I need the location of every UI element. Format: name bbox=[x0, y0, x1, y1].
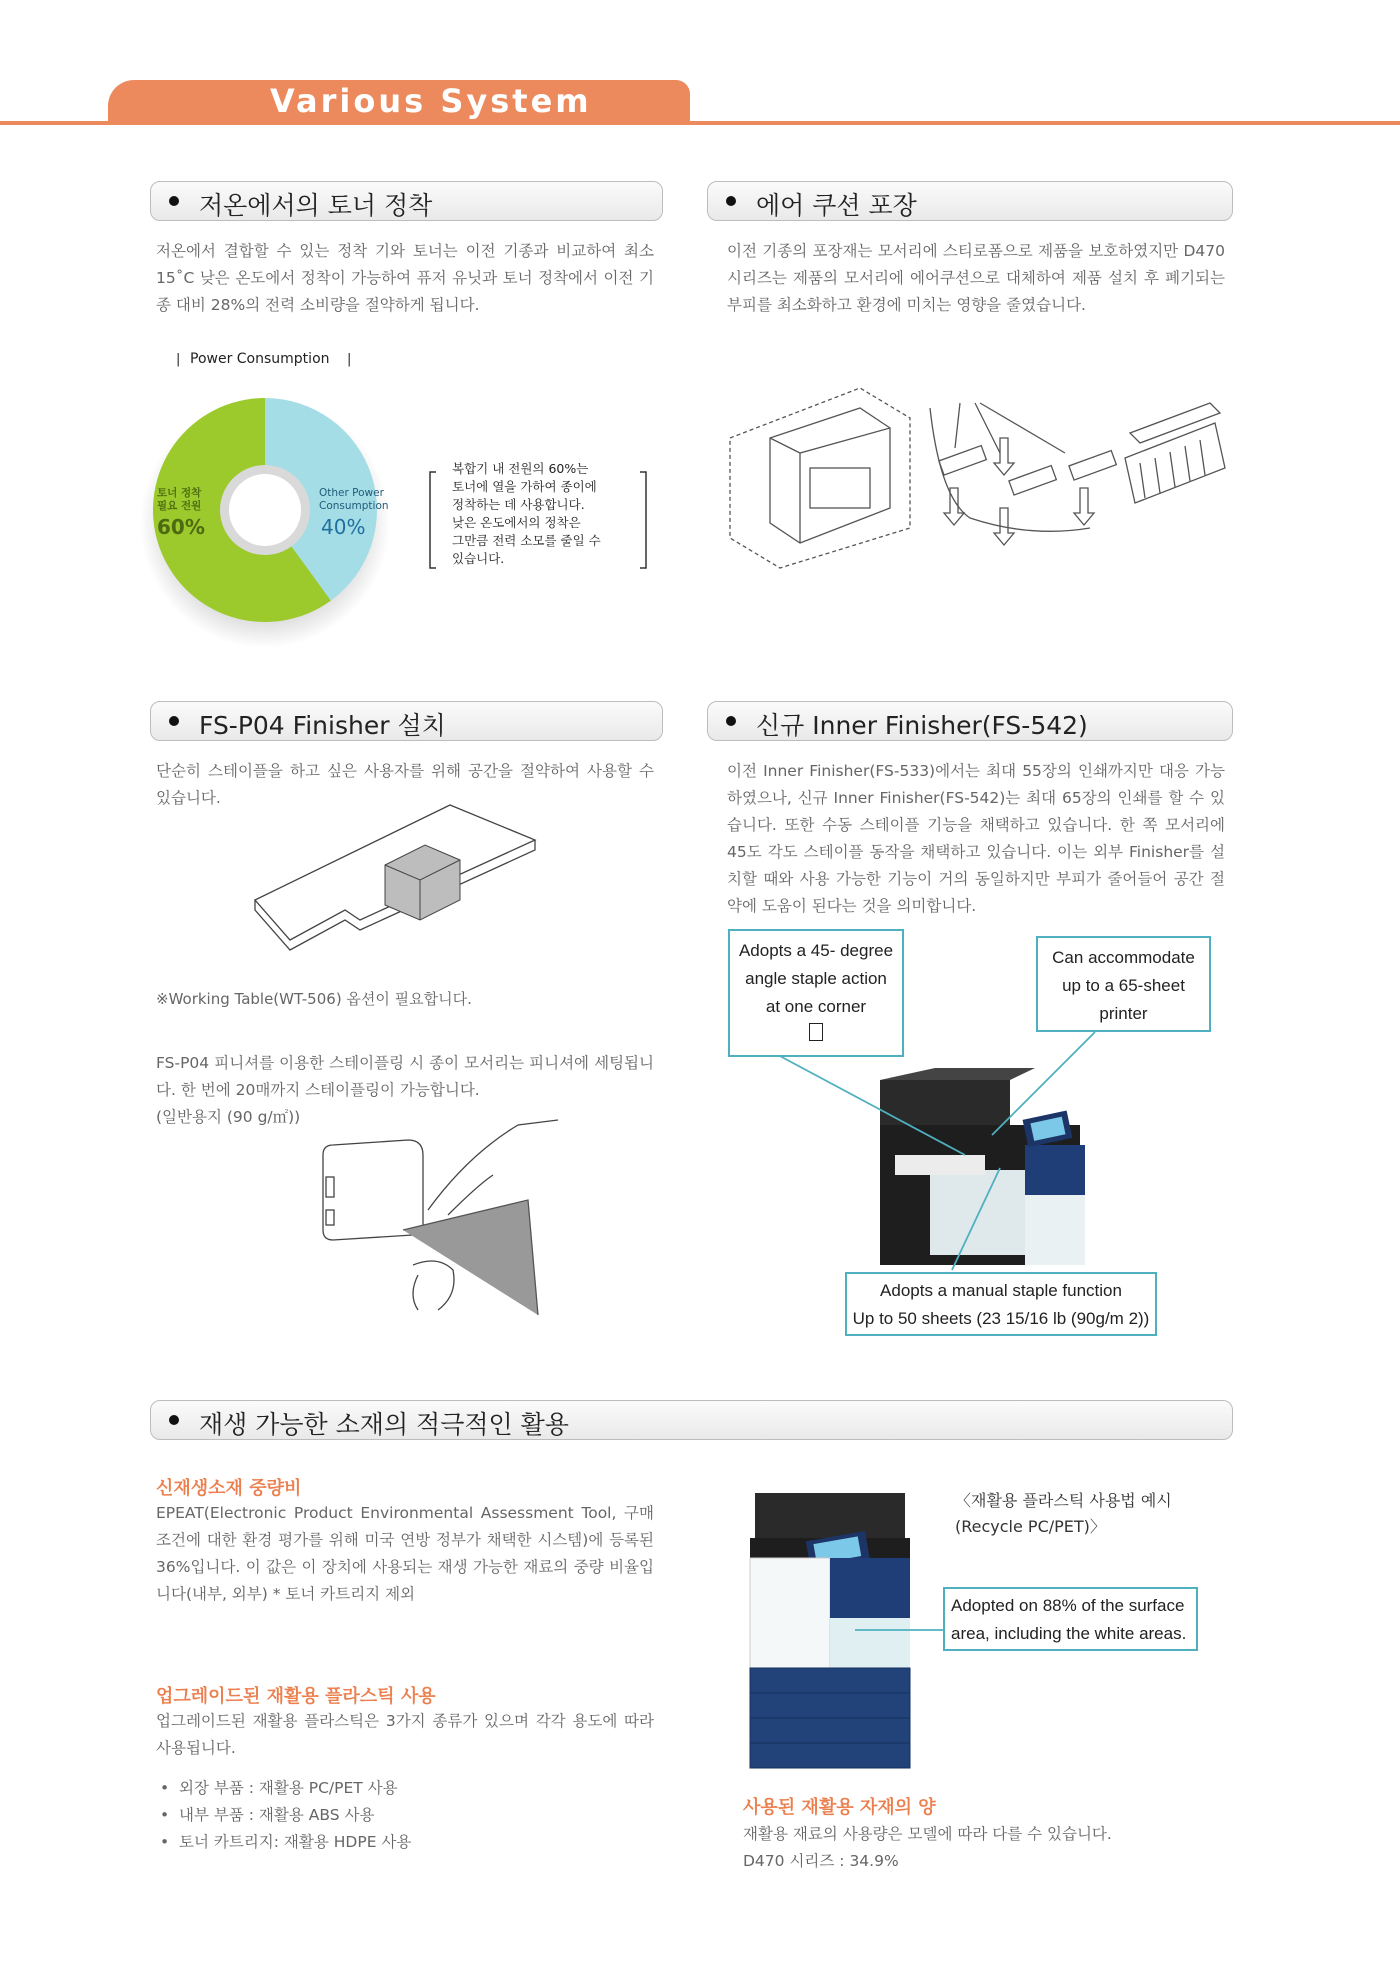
subheading-upgraded-plastic: 업그레이드된 재활용 플라스틱 사용 bbox=[156, 1686, 436, 1707]
air-cushion-bag bbox=[1130, 403, 1220, 443]
list-item: • 토너 카트리지: 재활용 HDPE 사용 bbox=[160, 1833, 412, 1851]
slice-label-line1: Other Power bbox=[319, 487, 384, 499]
bullet-dot bbox=[169, 196, 179, 206]
callout-line: Adopted on 88% of the surface bbox=[951, 1596, 1185, 1615]
list-item-text: 내부 부품 : 재활용 ABS 사용 bbox=[179, 1806, 375, 1824]
bullet-dot bbox=[169, 716, 179, 726]
callout-65-sheet bbox=[1036, 936, 1211, 1032]
leader-line bbox=[778, 1055, 965, 1155]
list-item: • 내부 부품 : 재활용 ABS 사용 bbox=[160, 1806, 375, 1824]
printer-front-white bbox=[750, 1558, 830, 1668]
arrow-down-icon bbox=[1074, 488, 1094, 525]
printer-edges bbox=[770, 428, 890, 543]
caption-line: 〈재활용 플라스틱 사용법 예시 bbox=[955, 1491, 1172, 1510]
note-line: 복합기 내 전원의 60%는 bbox=[452, 461, 589, 476]
callout-line: area, including the white areas. bbox=[951, 1624, 1187, 1643]
bullet-dot bbox=[726, 716, 736, 726]
hand-lower bbox=[413, 1261, 454, 1310]
bullet-dot bbox=[726, 196, 736, 206]
chart-title: Power Consumption bbox=[190, 351, 330, 367]
section-heading-finisher bbox=[150, 701, 663, 741]
note-line: 그만큼 전력 소모를 줄일 수 bbox=[452, 533, 601, 548]
cushion-curve bbox=[930, 408, 1090, 531]
staple-corner-icon bbox=[809, 1023, 823, 1041]
paper-drawer bbox=[750, 1668, 910, 1693]
chart-note bbox=[452, 461, 605, 566]
recycle-body2: 업그레이드된 재활용 플라스틱은 3가지 종류가 있으며 각각 용도에 따라 사용됩니다. bbox=[156, 1712, 654, 1757]
callout-line: Can accommodate bbox=[1052, 948, 1195, 967]
note-bracket-right bbox=[640, 472, 646, 568]
chart-title-bar-left: | bbox=[176, 352, 181, 367]
finisher-body2: FS-P04 피니셔를 이용한 스테이플링 시 종이 모서리는 피니셔에 세팅됩니다. 한 번에 20매까지 스테이플링이 가능합니다. bbox=[156, 1054, 654, 1099]
page-title: Various System bbox=[270, 82, 592, 120]
list-item-text: 외장 부품 : 재활용 PC/PET 사용 bbox=[179, 1779, 398, 1797]
section-title: 에어 쿠션 포장 bbox=[756, 191, 917, 220]
section-heading-toner bbox=[150, 181, 663, 221]
note-line: 토너에 열을 가하여 종이에 bbox=[452, 479, 597, 494]
slice-value-40: 40% bbox=[321, 515, 366, 539]
callout-line: angle staple action bbox=[745, 969, 887, 988]
note-line: 정착하는 데 사용합니다. bbox=[452, 497, 585, 512]
power-consumption-chart bbox=[140, 348, 660, 668]
recycle-leader bbox=[840, 1600, 960, 1660]
cushion-piece bbox=[1009, 466, 1056, 495]
callout-line: Adopts a manual staple function bbox=[880, 1281, 1122, 1300]
printer-panel bbox=[810, 468, 870, 508]
packing-box-outline bbox=[730, 388, 910, 568]
section-heading-air bbox=[707, 181, 1233, 221]
slice-label-line2: Consumption bbox=[319, 500, 389, 512]
air-body: 이전 기종의 포장재는 모서리에 스티로폼으로 제품을 보호하였지만 D470 시리즈는 제품의 모서리에 에어쿠션으로 대체하여 제품 설치 후 폐기되는 부피를 최소화하고 환경에 미치는 영향을 줄였습니다. bbox=[727, 242, 1225, 314]
cushion-piece bbox=[939, 446, 986, 475]
paper-drawer bbox=[750, 1693, 910, 1718]
pointer-lines bbox=[955, 403, 1065, 453]
section-title: FS-P04 Finisher 설치 bbox=[199, 711, 446, 740]
list-item-text: 토너 카트리지: 재활용 HDPE 사용 bbox=[179, 1833, 412, 1851]
header-rule bbox=[0, 121, 1400, 125]
inner-body: 이전 Inner Finisher(FS-533)에서는 최대 55장의 인쇄까지만 대응 가능하였으나, 신규 Inner Finisher(FS-542)는 최대 65장의 인쇄를 할 수 있습니다. 또한 수동 스테이플 기능을 채택하고 있습니다. 한 쪽 모서리에 45도 각도 스테이플 동작을 채택하고 있습니다. 이는 외부 Finisher를 설치할 때와 사용 가능한 기능이 거의 동일하지만 부피가 줄어들어 공간 절약에 도움이 된다는 것을 의미합니다. bbox=[727, 762, 1225, 915]
bullet-list bbox=[160, 1775, 411, 1856]
recycle-body4: D470 시리즈 : 34.9% bbox=[743, 1852, 899, 1870]
arrow-down-icon bbox=[944, 488, 964, 525]
callout-surface-area bbox=[943, 1587, 1198, 1651]
arrow-down-icon bbox=[994, 438, 1014, 475]
list-item: • 외장 부품 : 재활용 PC/PET 사용 bbox=[160, 1779, 398, 1797]
bullet-dot bbox=[169, 1415, 179, 1425]
recycle-body3: 재활용 재료의 사용량은 모델에 따라 다를 수 있습니다. bbox=[743, 1825, 1112, 1843]
stapling-hands-illustration bbox=[318, 1115, 563, 1315]
callout-manual-staple bbox=[845, 1272, 1157, 1336]
callout-staple-angle bbox=[728, 929, 904, 1057]
finisher-note: ※Working Table(WT-506) 옵션이 필요합니다. bbox=[156, 990, 472, 1008]
subheading-recycled-amount: 사용된 재활용 자재의 양 bbox=[743, 1797, 936, 1818]
note-line: 있습니다. bbox=[452, 551, 505, 566]
paper-drawer bbox=[750, 1718, 910, 1743]
donut-hole bbox=[229, 474, 301, 546]
finisher-body3: (일반용지 (90 g/㎡)) bbox=[156, 1108, 301, 1126]
printer-body bbox=[770, 408, 890, 543]
toner-body: 저온에서 결합할 수 있는 정착 기와 토너는 이전 기종과 비교하여 최소 15˚C 낮은 온도에서 정착이 가능하여 퓨저 유닛과 토너 정착에서 이전 기종 대비 28%의 전력 소비량을 절약하게 됩니다. bbox=[156, 242, 654, 314]
finisher-body: 단순히 스테이플을 하고 싶은 사용자를 위해 공간을 절약하여 사용할 수 있습니다. bbox=[156, 762, 654, 807]
note-line: 낮은 온도에서의 정착은 bbox=[452, 515, 581, 530]
paper-drawer bbox=[750, 1743, 910, 1768]
cushion-piece bbox=[1069, 451, 1116, 480]
leader-line bbox=[992, 1032, 1095, 1135]
callout-line: printer bbox=[1099, 1004, 1148, 1023]
section-title: 저온에서의 토너 정착 bbox=[199, 191, 433, 220]
working-table-illustration bbox=[250, 800, 550, 960]
section-heading-inner bbox=[707, 701, 1233, 741]
hand-upper bbox=[428, 1120, 558, 1215]
recycle-body1: EPEAT(Electronic Product Environmental Assessment Tool, 구매 조건에 대한 환경 평가를 위해 미국 연방 정부가 채택한 시스템)에 등록된 36%입니다. 이 값은 이 장치에 사용되는 재생 가능한 재료의 중량 비율입니다(내부, 외부) * 토너 카트리지 제외 bbox=[156, 1504, 654, 1603]
leader-line bbox=[952, 1168, 1000, 1270]
caption-line: (Recycle PC/PET)〉 bbox=[955, 1517, 1106, 1536]
chart-title-bar-right: | bbox=[347, 352, 352, 367]
recycle-example-caption bbox=[955, 1488, 1172, 1540]
callout-line: up to a 65-sheet bbox=[1062, 976, 1185, 995]
air-cushion-illustration bbox=[710, 378, 1230, 578]
section-heading-recycle bbox=[150, 1400, 1233, 1440]
callout-line: Adopts a 45- degree bbox=[738, 941, 894, 960]
slice-label-line1: 토너 정착 bbox=[157, 487, 202, 499]
subheading-material-ratio: 신재생소재 중량비 bbox=[156, 1478, 302, 1499]
note-bracket-left bbox=[430, 472, 436, 568]
slice-label-line2: 필요 전원 bbox=[157, 500, 202, 512]
printer-scanner bbox=[755, 1493, 905, 1538]
callout-line: Up to 50 sheets (23 15/16 lb (90g/m 2)) bbox=[852, 1309, 1150, 1328]
slice-value-60: 60% bbox=[157, 515, 205, 539]
section-title: 재생 가능한 소재의 적극적인 활용 bbox=[199, 1410, 569, 1439]
finisher-box bbox=[323, 1140, 423, 1240]
section-title: 신규 Inner Finisher(FS-542) bbox=[756, 711, 1088, 740]
callout-line: at one corner bbox=[765, 997, 867, 1016]
